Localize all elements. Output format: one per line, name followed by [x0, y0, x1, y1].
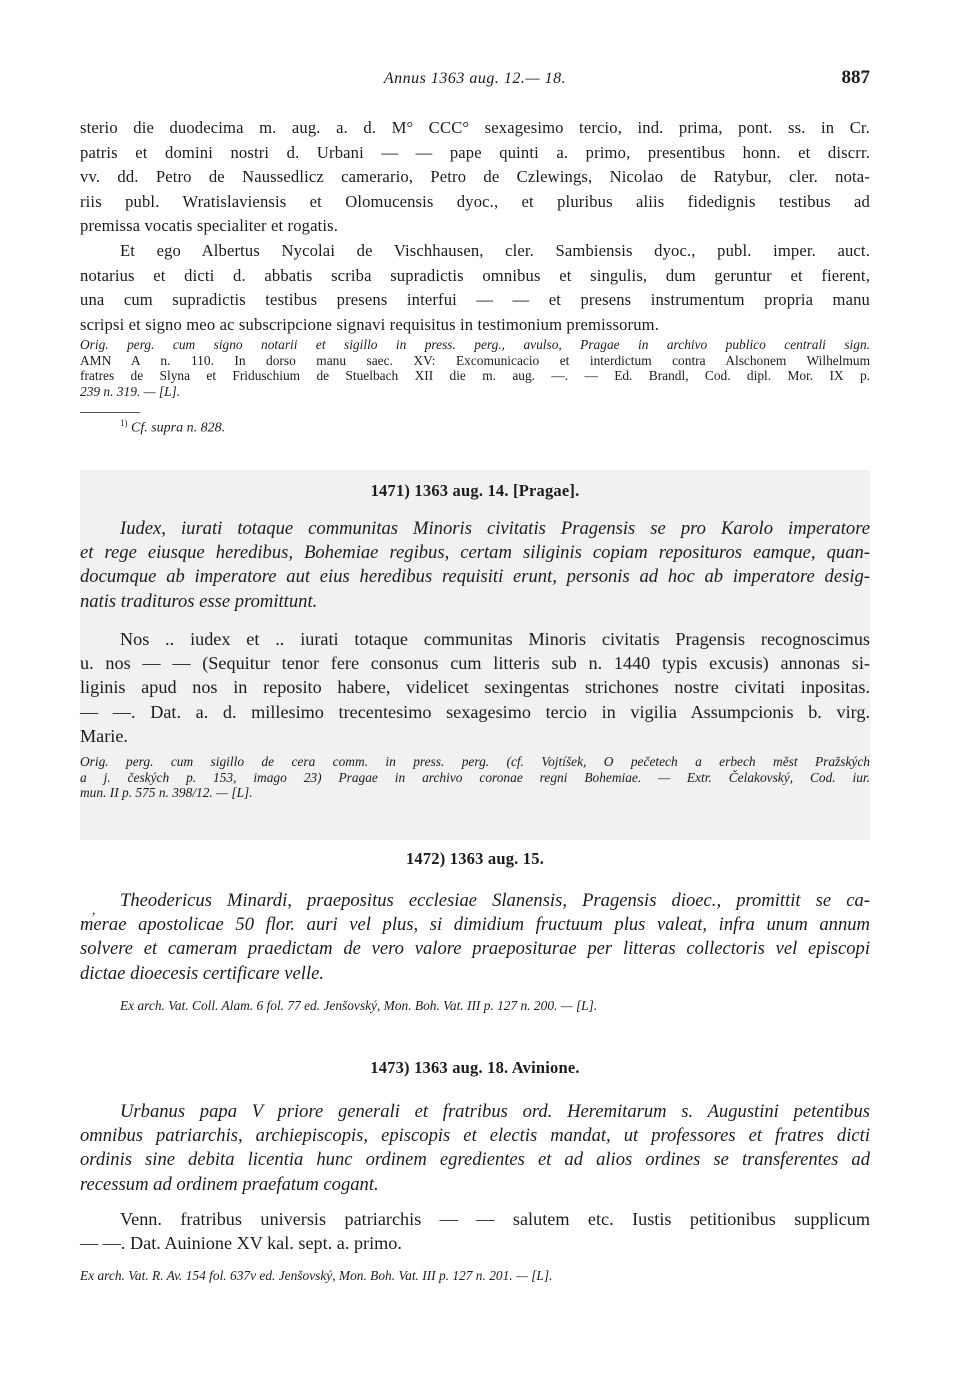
- source-note: [80, 1268, 870, 1284]
- source-line: a j. českých p. 153, imago 23) Pragae in archivo coronae regni Bohemiae. — Extr. Čelakovský, Cod. iur.: [80, 769, 870, 785]
- continuation-text: [80, 116, 870, 337]
- regest: [80, 889, 870, 986]
- page-number: 887: [841, 67, 870, 88]
- text-line: Nos .. iudex et .. iurati totaque communitas Minoris civitatis Pragensis recognoscimus: [120, 629, 870, 649]
- source-note: [80, 998, 870, 1014]
- text-line: vv. dd. Petro de Naussedlicz camerario, Petro de Czlewings, Nicolao de Ratybur, cler. nota-: [80, 167, 870, 187]
- document-heading: 1473) 1363 aug. 18. Avinione.: [370, 1058, 580, 1077]
- text-line: — —. Dat. a. d. millesimo trecentesimo sexagesimo tercio in vigilia Assumpcionis b. virg.: [80, 701, 870, 722]
- running-head: [80, 67, 870, 96]
- source-line: Orig. perg. cum sigillo de cera comm. in press. perg. (cf. Vojtíšek, O pečetech a erbech měst Pražských: [80, 754, 870, 769]
- source-note: [80, 754, 870, 801]
- document-heading: 1472) 1363 aug. 15.: [405, 849, 545, 868]
- regest-line: recessum ad ordinem praefatum cogant.: [80, 1173, 379, 1195]
- running-title: Annus 1363 aug. 12.— 18.: [383, 70, 567, 87]
- text-line: scripsi et signo meo ac subscripcione signavi requisitus in testimonium premissorum.: [80, 314, 660, 334]
- regest-line: Urbanus papa V priore generali et fratribus ord. Heremitarum s. Augustini petentibus: [120, 1101, 870, 1122]
- regest-line: et rege eiusque heredibus, Bohemiae regibus, certam siliginis copiam reposituros eamque, quan-: [80, 542, 870, 564]
- source-line: Ex arch. Vat. Coll. Alam. 6 fol. 77 ed. Jenšovský, Mon. Boh. Vat. III p. 127 n. 200. — [L].: [120, 998, 598, 1013]
- text-line: premissa vocatis specialiter et rogatis.: [80, 216, 339, 236]
- regest: [80, 517, 870, 614]
- text-line: notarius et dicti d. abbatis scriba supradictis omnibus et singulis, dum geruntur et fierent,: [80, 265, 870, 285]
- document-heading: 1471) 1363 aug. 14. [Pragae].: [370, 481, 580, 500]
- regest: [80, 1100, 870, 1197]
- note-line: Orig. perg. cum signo notarii et sigillo in press. perg., avulso, Pragae in archivo publico centrali sign.: [80, 337, 870, 352]
- regest-line: natis tradituros esse promittunt.: [80, 590, 318, 612]
- note-line: AMN A n. 110. In dorso manu saec. XV: Excomunicacio et interdictum contra Alschonem Wilhelmum: [80, 352, 870, 368]
- text-line: — —. Dat. Auinione XV kal. sept. a. primo.: [80, 1233, 402, 1254]
- text-line: riis publ. Wratislaviensis et Olomucensis dyoc., et pluribus aliis fidedignis testibus ad: [80, 191, 870, 211]
- text-line: una cum supradictis testibus presens interfui — — et presens instrumentum propria manu: [80, 290, 870, 310]
- footnote-text: Cf. supra n. 828.: [131, 420, 226, 436]
- text-line: sterio die duodecima m. aug. a. d. M° CCC° sexagesimo tercio, ind. prima, pont. ss. in Cr.: [80, 118, 870, 137]
- note-line: fratres de Slyna et Friduschium de Stuelbach XII die m. aug. —. — Ed. Brandl, Cod. dipl. Mor. IX p.: [80, 368, 870, 384]
- footnote-rule: [80, 412, 140, 413]
- stray-mark: ,: [92, 903, 96, 918]
- regest-line: Theodericus Minardi, praepositus ecclesiae Slanensis, Pragensis dioec., promittit se ca-: [120, 890, 870, 911]
- regest-line: merae apostolicae 50 flor. auri vel plus, si dimidium fructuum plus valeat, infra unum annum: [80, 914, 870, 936]
- regest-line: ordinis sine debita licentia hunc ordinem egredientes et ad alios ordines se transferentes ad: [80, 1149, 870, 1171]
- note-line: 239 n. 319. — [L].: [80, 383, 181, 399]
- document-text: [80, 627, 870, 748]
- regest-line: solvere et cameram praedictam de vero valore praepositurae per litteras collectoris vel episcopi: [80, 938, 870, 960]
- text-line: u. nos — — (Sequitur tenor fere consonus cum litteris sub n. 1440 typis excusis) annonas si-: [80, 653, 870, 674]
- text-line: Marie.: [80, 725, 128, 746]
- text-line: patris et domini nostri d. Urbani — — pape quinti a. primo, presentibus honn. et discrr.: [80, 142, 870, 162]
- text-line: liginis apud nos in reposito habere, videlicet sexingentas strichones nostre civitati inpositas.: [80, 677, 870, 698]
- regest-line: omnibus patriarchis, archiepiscopis, episcopis et electis mandat, ut professores et fratres dicti: [80, 1125, 870, 1147]
- source-line: Ex arch. Vat. R. Av. 154 fol. 637v ed. Jenšovský, Mon. Boh. Vat. III p. 127 n. 201. — [L].: [80, 1268, 553, 1283]
- regest-line: documque ab imperatore aut eius heredibus requisiti erunt, personis ad hoc ab imperatore desig-: [80, 566, 870, 588]
- text-line: Venn. fratribus universis patriarchis — — salutem etc. Iustis petitionibus supplicum: [120, 1209, 870, 1229]
- footnote: [120, 418, 225, 437]
- regest-line: Iudex, iurati totaque communitas Minoris civitatis Pragensis se pro Karolo imperatore: [120, 518, 870, 539]
- text-line: Et ego Albertus Nycolai de Vischhausen, cler. Sambiensis dyoc., publ. imper. auct.: [120, 240, 870, 260]
- footnote-marker: 1): [120, 418, 128, 428]
- document-text: [80, 1207, 870, 1255]
- archival-note: [80, 337, 870, 399]
- source-line: mun. II p. 575 n. 398/12. — [L].: [80, 785, 253, 801]
- regest-line: dictae dioecesis certificare velle.: [80, 962, 325, 984]
